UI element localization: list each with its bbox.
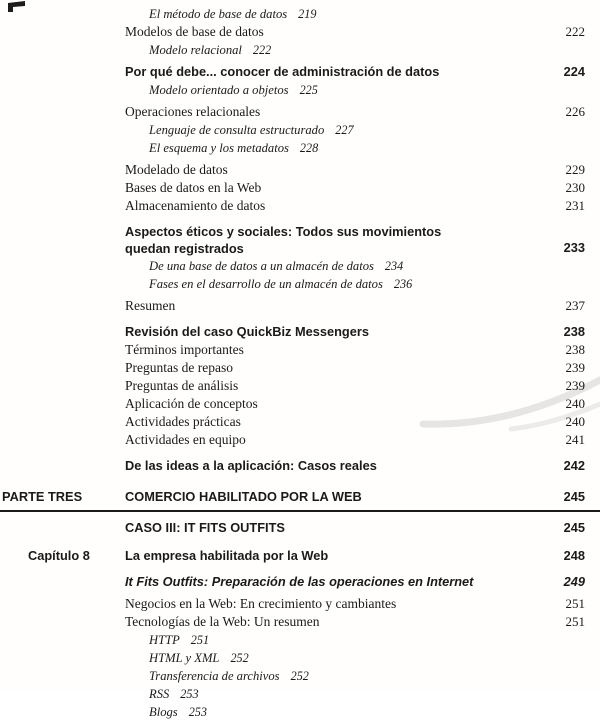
toc-entry-page: 233 (563, 240, 585, 255)
toc-entry-label: De una base de datos a un almacén de datos (149, 259, 374, 273)
toc-entry-label: HTTP (149, 633, 180, 647)
toc-row (0, 413, 585, 431)
toc-entry-label: It Fits Outfits: Preparación de las operaciones en Internet (125, 574, 474, 589)
toc-entry-label: Transferencia de archivos (149, 669, 280, 683)
toc-entry-label: Actividades prácticas (125, 414, 241, 429)
margin-label: Capítulo 8 (28, 548, 90, 563)
toc-entry-page: 253 (180, 687, 199, 701)
toc-entry-page: 236 (393, 277, 413, 291)
toc-row (0, 197, 585, 215)
toc-row (0, 431, 585, 449)
toc-entry-label: Aplicación de conceptos (125, 396, 258, 411)
toc-entry-label: Almacenamiento de datos (125, 198, 266, 213)
toc-row (0, 631, 585, 649)
toc-entry-label: Modelos de base de datos (125, 24, 264, 39)
toc-entry-label: Actividades en equipo (125, 432, 246, 447)
toc-entry-label: La empresa habilitada por la Web (125, 548, 329, 563)
toc-row (0, 63, 585, 81)
toc-entry-page: 225 (299, 83, 318, 97)
toc-entry-label: Modelado de datos (125, 162, 228, 177)
toc-entry-label: Blogs (149, 705, 178, 719)
toc-entry-label: Fases en el desarrollo de un almacén de datos (149, 277, 383, 291)
toc-row (0, 103, 585, 121)
toc-row (0, 613, 585, 631)
toc-row (0, 121, 585, 139)
toc-entry-page: 249 (563, 574, 585, 589)
toc-entry-label: Revisión del caso QuickBiz Messengers (125, 324, 369, 339)
toc-row (0, 519, 585, 537)
toc-entry-label: Preguntas de repaso (125, 360, 233, 375)
toc-entry-page: 240 (565, 396, 585, 411)
toc-row (0, 649, 585, 667)
toc-entry-page: 238 (563, 324, 585, 339)
toc-row (0, 139, 585, 157)
toc-row (0, 667, 585, 685)
toc-row (0, 341, 585, 359)
toc-entry-page: 224 (563, 64, 585, 79)
toc-entry-page: 222 (565, 24, 585, 39)
toc-entry-page: 251 (565, 596, 585, 611)
toc-entry-page: 252 (290, 669, 309, 683)
toc-row (0, 488, 585, 506)
margin-label: PARTE TRES (2, 489, 83, 504)
toc-entry-page: 230 (565, 180, 585, 195)
toc-row (0, 685, 585, 703)
toc-row (0, 595, 585, 613)
toc-entry-page: 245 (563, 520, 585, 535)
toc-row (0, 81, 585, 99)
toc-entry-page: 248 (563, 548, 585, 563)
toc-row (0, 547, 585, 565)
toc-row (0, 323, 585, 341)
toc-entry-page: 237 (565, 298, 585, 313)
toc-entry-page: 226 (565, 104, 585, 119)
toc-entry-page: 227 (335, 123, 354, 137)
toc-entry-label: Preguntas de análisis (125, 378, 239, 393)
toc-row (0, 275, 585, 293)
toc-entry-label: RSS (149, 687, 170, 701)
toc-entry-page: 242 (563, 458, 585, 473)
toc-row (0, 359, 585, 377)
toc-row (0, 223, 585, 257)
toc-entry-page: 251 (565, 614, 585, 629)
toc-entry-label: Aspectos éticos y sociales: Todos sus movimientos quedan registrados (125, 224, 442, 256)
toc-row (0, 257, 585, 275)
toc-entry-label: Lenguaje de consulta estructurado (149, 123, 325, 137)
toc-row (0, 161, 585, 179)
toc-entry-label: Por qué debe... conocer de administración de datos (125, 64, 440, 79)
toc-entry-label: COMERCIO HABILITADO POR LA WEB (125, 489, 362, 504)
toc-entry-page: 219 (298, 7, 317, 21)
toc-row (0, 703, 585, 721)
toc-entry-page: 252 (230, 651, 249, 665)
toc-entry-label: Términos importantes (125, 342, 244, 357)
toc-entry-page: 229 (565, 162, 585, 177)
toc-entry-label: Modelo orientado a objetos (149, 83, 289, 97)
toc-entry-page: 239 (565, 360, 585, 375)
toc-entry-label: CASO III: IT FITS OUTFITS (125, 520, 285, 535)
toc-row (0, 377, 585, 395)
toc-row (0, 5, 585, 23)
toc-entry-page: 241 (565, 432, 585, 447)
toc-row (0, 297, 585, 315)
section-rule (0, 510, 600, 512)
toc-entry-page: 240 (565, 414, 585, 429)
toc-row (0, 457, 585, 475)
toc-entry-label: HTML y XML (149, 651, 220, 665)
toc-entry-page: 251 (190, 633, 210, 647)
toc-entry-page: 228 (299, 141, 319, 155)
toc-entry-page: 245 (563, 489, 585, 504)
toc-entry-label: Tecnologías de la Web: Un resumen (125, 614, 320, 629)
toc-entry-label: De las ideas a la aplicación: Casos reales (125, 458, 377, 473)
toc-entry-label: Resumen (125, 298, 176, 313)
toc-row (0, 23, 585, 41)
toc-entry-page: 231 (565, 198, 585, 213)
toc-entry-label: El esquema y los metadatos (149, 141, 289, 155)
toc-entry-page: 234 (384, 259, 404, 273)
toc-entry-page: 238 (565, 342, 585, 357)
toc-row (0, 179, 585, 197)
toc-entry-page: 253 (188, 705, 207, 719)
toc-entry-label: Bases de datos en la Web (125, 180, 262, 195)
toc-entry-page: 222 (252, 43, 272, 57)
toc-entry-page: 239 (565, 378, 585, 393)
toc-entry-label: Operaciones relacionales (125, 104, 261, 119)
toc-entry-label: Modelo relacional (149, 43, 242, 57)
toc-row (0, 41, 585, 59)
toc-entry-label: El método de base de datos (149, 7, 288, 21)
toc-entry-label: Negocios en la Web: En crecimiento y cambiantes (125, 596, 397, 611)
toc-row (0, 395, 585, 413)
table-of-contents (0, 5, 585, 721)
toc-row (0, 573, 585, 591)
